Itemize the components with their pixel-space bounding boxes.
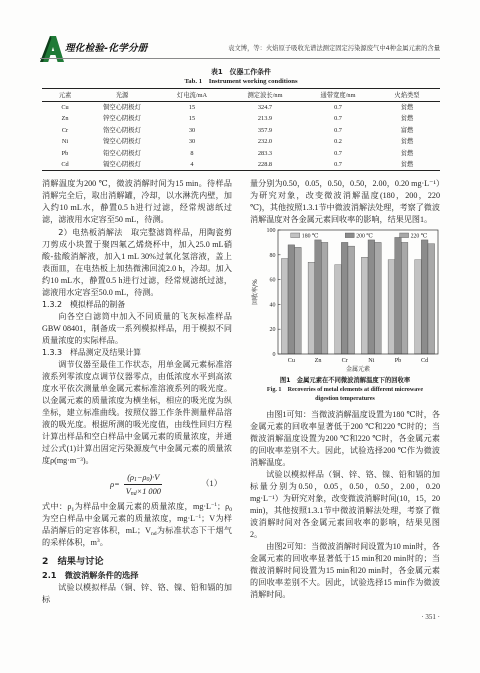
hotplate-method-lead: 2）电热板消解法 — [58, 227, 123, 237]
paragraph-microwave-digestion-end: 消解温度为200 ℃，微波消解时间为15 min。待样品消解完全后，取出消解罐，冷却，以水淋洗内壁，加入约10 mL水，静置0.5 h进行过滤，经常规滤纸过滤，滤液用水定容至50 mL，待测。 — [42, 179, 232, 224]
table1-title-en: Tab. 1 Instrument working conditions — [184, 78, 298, 85]
section-heading-1-3-3: 1.3.3 样品测定及结果计算 — [42, 348, 141, 357]
text-segment: 为样品中金属元素的质量浓度，mg·L — [74, 502, 212, 511]
page-number: · 351 · — [421, 613, 440, 621]
table1-head — [42, 89, 440, 102]
text-segment: 式中：ρ — [42, 502, 72, 511]
text-segment: 0 — [146, 477, 150, 484]
table1-title-cn: 表1 仪器工作条件 — [211, 68, 271, 76]
table-cell: 贫燃 — [400, 149, 414, 157]
table-header-cell: 测定波长/nm — [228, 89, 302, 102]
figure-1-caption-en: Fig. 1 Recoveries of metal elements at different microwave digestion temperatures — [266, 387, 424, 403]
table-cell: 30 — [188, 138, 196, 146]
table-cell: Pb — [61, 149, 69, 157]
paragraph-determination: 调节仪器至最佳工作状态，用单金属元素标准溶液系列零浓度点调节仪器零点，由低浓度水平到高浓度水平依次测量单金属元素标准溶液系列的吸光度。以金属元素的质量浓度为横坐标，相应的吸光度为纵坐标，建立标准曲线。按照仪器工作条件测量样品溶液的吸光度。根据所测的吸光度值，由线性回归方程计算出样品和空白样品中金属元素的质量浓度，并通过公式(1)计算出固定污染源废气中金属元素的质量浓度ρ(mg·m⁻³)。 — [42, 360, 232, 465]
table-cell: 15 — [188, 104, 196, 111]
equation-numerator — [124, 472, 162, 485]
y-tick-label: 100 — [266, 228, 276, 234]
table-header-cell: 灯电流/mA — [156, 89, 228, 102]
text-segment: 3 — [96, 538, 100, 545]
table-cell: 贫燃 — [400, 138, 414, 146]
table-cell: 30 — [188, 126, 196, 134]
table-cell: 4 — [156, 159, 228, 171]
bar-cr-series-1 — [341, 242, 348, 354]
table-cell: Cr — [61, 126, 69, 134]
table-cell: 283.3 — [257, 149, 273, 157]
instrument-conditions-table — [42, 88, 440, 171]
table-header-cell: 通带宽度/nm — [302, 89, 374, 102]
journal-logo-text: 理化检验-化学分册 — [65, 43, 148, 54]
table-cell: Zn — [61, 115, 69, 123]
x-tick-label: Cu — [287, 357, 295, 364]
legend-swatch — [345, 233, 354, 238]
text-segment: −ρ — [136, 472, 147, 482]
running-title: 袁文博，等：火焰原子吸收光谱法测定固定污染源废气中4种金属元素的含量 — [228, 45, 440, 52]
table-cell: 0.7 — [334, 104, 342, 111]
table-cell: 0.7 — [334, 115, 342, 123]
table-cell: 0.7 — [302, 159, 374, 171]
y-tick-label: 20 — [269, 327, 276, 334]
table-cell: 8 — [190, 149, 194, 157]
table-row — [42, 125, 440, 136]
table-cell: 228.8 — [228, 159, 302, 171]
table-cell: 贫燃 — [400, 104, 414, 111]
bar-cu-series-2 — [295, 247, 302, 354]
table-cell: 镍空心阴极灯 — [103, 138, 141, 146]
bar-cd-series-1 — [421, 240, 428, 354]
text-segment: 为标准状态下干烟气的采样体积，m — [42, 526, 232, 547]
bar-cu-series-1 — [288, 245, 295, 354]
figure-1 — [250, 226, 440, 405]
bar-ni-series-0 — [361, 257, 368, 354]
table-cell: 324.7 — [257, 104, 273, 111]
text-segment: (ρ — [127, 472, 135, 482]
table-header-cell: 光源 — [88, 89, 156, 102]
equation-lhs: ρ= — [110, 479, 120, 489]
figure-1-caption-cn: 图1 金属元素在不同微波消解温度下的回收率 — [279, 377, 411, 384]
table-cell: 锌空心阴极灯 — [103, 115, 141, 123]
legend-label: 220 ℃ — [410, 233, 428, 240]
table-cell: 贫燃 — [374, 159, 440, 171]
bar-zn-series-2 — [321, 242, 328, 354]
legend-label: 180 ℃ — [301, 233, 319, 240]
table-cell: 213.9 — [257, 115, 273, 123]
section-heading-2: 2 结果与讨论 — [42, 556, 104, 567]
y-tick-label: 40 — [269, 302, 276, 309]
y-tick-label: 80 — [269, 252, 276, 259]
bar-cd-series-2 — [428, 244, 435, 354]
paragraph-symbol-definitions — [42, 501, 232, 549]
table-cell: 铬空心阴极灯 — [103, 126, 141, 134]
bar-pb-series-0 — [388, 260, 395, 354]
table-cell: 0.7 — [334, 149, 342, 157]
text-segment: −1 — [195, 514, 202, 521]
legend-label: 200 ℃ — [356, 233, 373, 240]
text-segment: nd — [150, 530, 157, 537]
text-segment: ；V为样品消解后的定容体积，mL；V — [42, 514, 232, 535]
y-tick-label: 0 — [272, 352, 276, 358]
x-tick-label: Cd — [421, 357, 429, 364]
section-heading-2-1: 2.1 微波消解条件的选择 — [42, 570, 139, 580]
table-cell: 富燃 — [400, 126, 414, 134]
bar-zn-series-0 — [308, 262, 315, 354]
table-header-cell: 元素 — [42, 89, 88, 102]
x-tick-label: Zn — [314, 357, 322, 364]
x-tick-label: Ni — [368, 357, 375, 364]
x-tick-label: Cr — [341, 357, 348, 364]
bar-ni-series-2 — [375, 242, 382, 354]
text-segment: ；ρ — [217, 502, 230, 511]
text-segment: V — [125, 486, 131, 496]
bar-pb-series-1 — [395, 237, 402, 354]
table-cell: 铅空心阴极灯 — [103, 149, 141, 157]
y-tick-label: 60 — [269, 277, 276, 284]
table-cell: 贫燃 — [400, 115, 414, 123]
text-segment: 。 — [99, 538, 108, 547]
paragraph-temperature-test: 量分别为0.50，0.05，0.50，0.50，2.00，0.20 mg·L⁻¹）为研究对象，改变微波消解温度(180，200，220 ℃)，其他按照1.3.1节中微波消解法处理，考察了微波消解温度对各金属元素回收率的影响，结果见图1。 — [250, 179, 440, 224]
bar-ni-series-1 — [368, 240, 375, 354]
paragraph-temperature-result: 由图1可知：当微波消解温度设置为180 ℃时，各金属元素的回收率显著低于200 ℃和220 ℃时的；当微波消解温度设置为200 ℃和220 ℃时，各金属元素的回收率差别不大。因此，试验选择200 ℃作为微波消解温度。 — [250, 409, 440, 467]
table-row — [42, 159, 440, 171]
text-segment: 0 — [229, 506, 233, 513]
table1-body — [42, 102, 440, 171]
table-cell: 15 — [188, 115, 196, 123]
table-cell: 铜空心阴极灯 — [103, 104, 141, 111]
recovery-bar-chart — [250, 226, 440, 374]
bar-cr-series-0 — [335, 265, 342, 354]
table-cell: Cd — [42, 159, 88, 171]
table-cell: Ni — [61, 138, 69, 146]
paragraph-hotplate-digestion — [42, 226, 232, 299]
table-row — [42, 136, 440, 147]
legend-swatch — [291, 233, 300, 238]
paragraph-time-result: 由图2可知：当微波消解时间设置为10 min时，各金属元素的回收率显著低于15 min和20 min时的；当微波消解时间设置为15 min和20 min时，各金属元素的回收率差别不大。因此，试验选择15 min作为微波消解时间。 — [250, 541, 440, 599]
table-cell: 0.7 — [334, 126, 342, 134]
bar-cd-series-0 — [415, 260, 422, 354]
table-row — [42, 102, 440, 114]
equation-denominator — [123, 485, 164, 497]
equation-1 — [42, 467, 232, 501]
paragraph-temperature-test-start: 试验以模拟样品（铜、锌、铬、镍、铅和镉的加标 — [42, 583, 232, 604]
text-segment: −1 — [211, 502, 218, 509]
table-cell: 357.9 — [257, 126, 273, 134]
legend-swatch — [400, 233, 409, 238]
paragraph-time-test: 试验以模拟样品（铜、锌、铬、镍、铅和镉的加标量分别为0.50，0.05，0.50，0.50，2.00，0.20 mg·L⁻¹）为研究对象，改变微波消解时间(10，15，20 min)，其他按照1.3.1节中微波消解法处理，考察了微波消解时间对各金属元素回收率的影响，结果见图2。 — [250, 469, 440, 539]
plot-frame — [278, 230, 438, 354]
equation-number: （1） — [201, 479, 222, 488]
left-column — [42, 178, 232, 606]
right-column — [250, 178, 440, 601]
y-axis-label: 回收率/% — [252, 279, 259, 305]
section-heading-1-3-2: 1.3.2 模拟样品的制备 — [42, 300, 126, 309]
text-segment: 1 — [134, 477, 137, 484]
header-rule — [40, 58, 440, 59]
text-segment: nd — [130, 491, 137, 498]
table-cell: 232.0 — [257, 138, 273, 146]
table-header-row — [42, 89, 440, 102]
x-tick-label: Pb — [394, 357, 402, 364]
equation-fraction — [123, 472, 164, 497]
table-header-cell: 火焰类型 — [374, 89, 440, 102]
table-row — [42, 113, 440, 124]
hotplate-method-text: 取完整滤筒样品，用陶瓷剪刀剪成小块置于聚四氟乙烯烧杯中，加入25.0 mL硝酸-盐酸消解液，加入1 mL 30%过氧化氢溶液，盖上表面皿，在电热板上加热微沸回流2.0 h，冷却。加入约10 mL水，静置0.5 h进行过滤，经常规滤纸过滤，滤液用水定容至50.0 mL，待测。 — [42, 228, 232, 297]
table-cell: Cu — [61, 104, 69, 111]
bar-cr-series-2 — [348, 246, 355, 354]
table-row — [42, 148, 440, 159]
x-axis-label: 金属元素 — [345, 366, 371, 373]
bar-zn-series-1 — [315, 240, 322, 354]
text-segment: 1 — [71, 506, 75, 513]
text-segment: ×1 000 — [136, 486, 161, 496]
bar-pb-series-2 — [401, 242, 408, 354]
text-segment: 为空白样品中金属元素的质量浓度，mg·L — [42, 514, 196, 523]
table-cell: 镉空心阴极灯 — [88, 159, 156, 171]
paragraph-simulated-samples: 向各空白滤筒中加入不同质量的飞灰标准样品GBW 08401，制备成一系列模拟样品，用于模拟不同质量浓度的实际样品。 — [42, 312, 232, 345]
text-segment: )·V — [149, 472, 160, 482]
table-cell: 0.2 — [334, 138, 342, 146]
bar-cu-series-0 — [281, 259, 288, 354]
